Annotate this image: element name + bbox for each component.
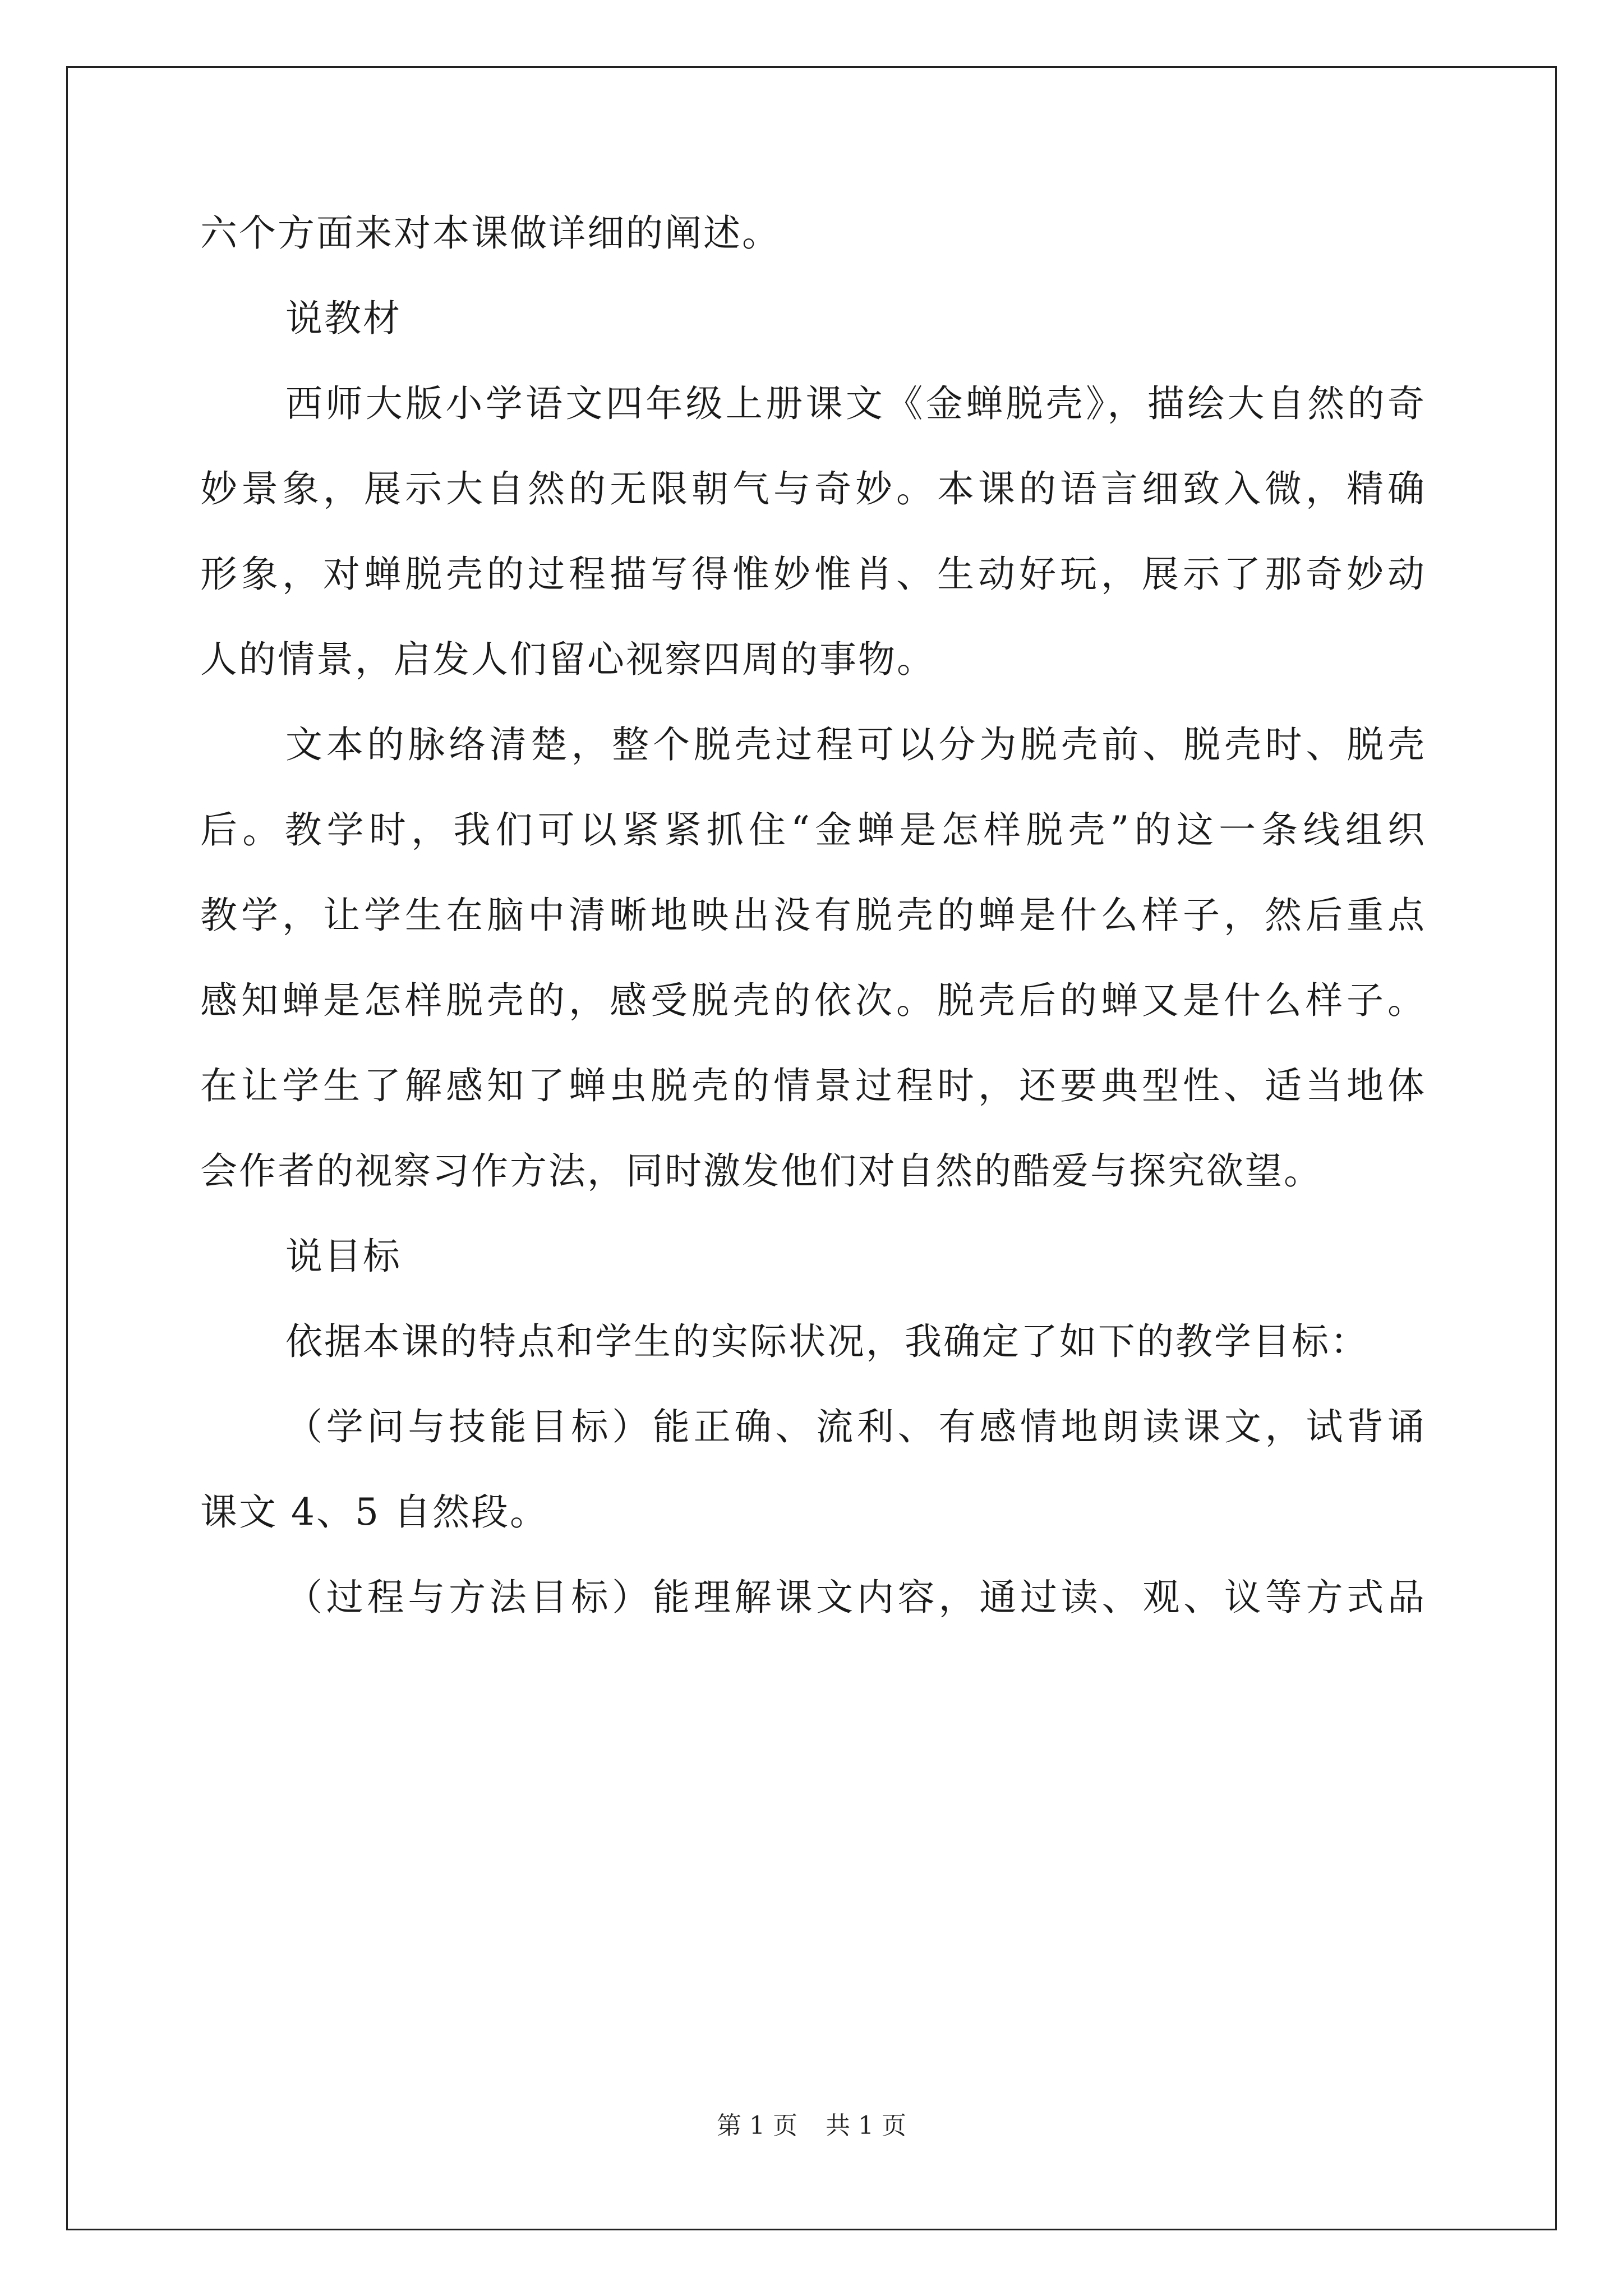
- page-total: 共 1 页: [826, 2111, 906, 2140]
- paragraph-line: 形象，对蝉脱壳的过程描写得惟妙惟肖、生动好玩，展示了那奇妙动: [200, 553, 1426, 596]
- document-body: [200, 191, 1426, 1640]
- paragraph-line: 后。教学时，我们可以紧紧抓住“金蝉是怎样脱壳”的这一条线组织: [200, 808, 1426, 852]
- paragraph-line: 依据本课的特点和学生的实际状况，我确定了如下的教学目标：: [285, 1320, 1369, 1363]
- page-number: 第 1 页: [717, 2111, 797, 2140]
- paragraph-line: 人的情景，启发人们留心视察四周的事物。: [200, 638, 935, 681]
- section-heading-textbook: 说教材: [285, 297, 402, 340]
- page-footer: [0, 2109, 1623, 2143]
- paragraph-line: 妙景象，展示大自然的无限朝气与奇妙。本课的语言细致入微，精确: [200, 467, 1426, 510]
- paragraph-line: 六个方面来对本课做详细的阐述。: [200, 211, 781, 255]
- paragraph-line: 课文 4、5 自然段。: [200, 1490, 548, 1534]
- paragraph-line: 西师大版小学语文四年级上册课文《金蝉脱壳》，描绘大自然的奇: [285, 382, 1426, 425]
- paragraph-line: （过程与方法目标）能理解课文内容，通过读、观、议等方式品: [285, 1576, 1426, 1619]
- paragraph-line: 文本的脉络清楚，整个脱壳过程可以分为脱壳前、脱壳时、脱壳: [285, 723, 1426, 766]
- paragraph-line: 在让学生了解感知了蝉虫脱壳的情景过程时，还要典型性、适当地体: [200, 1064, 1426, 1107]
- paragraph-line: （学问与技能目标）能正确、流利、有感情地朗读课文，试背诵: [285, 1405, 1426, 1448]
- paragraph-line: 教学，让学生在脑中清晰地映出没有脱壳的蝉是什么样子，然后重点: [200, 894, 1426, 937]
- paragraph-line: 会作者的视察习作方法，同时激发他们对自然的酷爱与探究欲望。: [200, 1149, 1322, 1193]
- paragraph-line: 感知蝉是怎样脱壳的，感受脱壳的依次。脱壳后的蝉又是什么样子。: [200, 979, 1426, 1022]
- section-heading-goals: 说目标: [285, 1235, 402, 1278]
